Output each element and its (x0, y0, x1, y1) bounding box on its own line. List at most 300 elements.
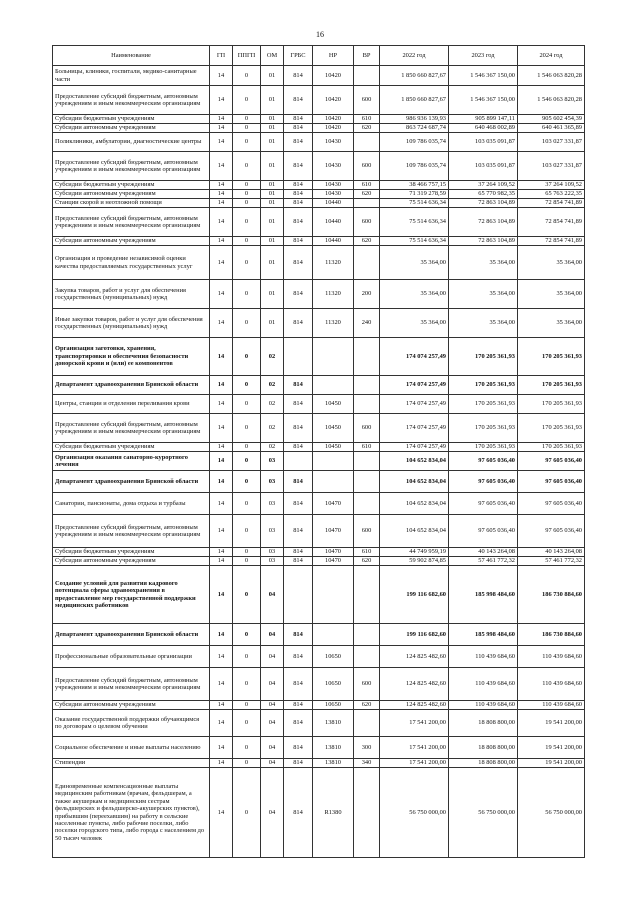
cell-grbs: 814 (284, 190, 313, 199)
cell-2023: 18 808 800,00 (449, 737, 518, 759)
cell-2023: 97 605 036,40 (449, 452, 518, 471)
cell-grbs: 814 (284, 557, 313, 566)
cell-nr: 11320 (313, 309, 354, 338)
cell-nr: 10470 (313, 493, 354, 515)
cell-om: 04 (261, 710, 284, 737)
cell-vr: 600 (354, 515, 380, 548)
cell-name: Иные закупки товаров, работ и услуг для обеспечения государственных (муниципальных) нужд (53, 309, 210, 338)
col-header-name: Наименование (53, 46, 210, 66)
cell-name: Закупка товаров, работ и услуг для обеспечения государственных (муниципальных) нужд (53, 280, 210, 309)
cell-grbs: 814 (284, 199, 313, 208)
cell-ppgp: 0 (233, 66, 261, 86)
cell-2024: 37 264 109,52 (518, 181, 585, 190)
cell-gp: 14 (210, 701, 233, 710)
cell-grbs: 814 (284, 443, 313, 452)
cell-2022: 174 074 257,49 (380, 443, 449, 452)
cell-vr (354, 768, 380, 858)
cell-nr (313, 452, 354, 471)
cell-grbs: 814 (284, 133, 313, 152)
cell-gp: 14 (210, 515, 233, 548)
cell-nr (313, 566, 354, 624)
cell-vr (354, 624, 380, 646)
cell-om: 01 (261, 66, 284, 86)
cell-grbs: 814 (284, 701, 313, 710)
table-row (53, 376, 585, 395)
table-row (53, 493, 585, 515)
cell-2023: 110 439 684,60 (449, 701, 518, 710)
cell-2023: 1 546 367 150,00 (449, 86, 518, 115)
cell-name: Субсидии бюджетным учреждениям (53, 181, 210, 190)
cell-ppgp: 0 (233, 493, 261, 515)
cell-2022: 1 850 660 827,67 (380, 66, 449, 86)
cell-gp: 14 (210, 548, 233, 557)
cell-name: Предоставление субсидий бюджетным, автономным учреждениям и иным некоммерческим организациям (53, 86, 210, 115)
cell-gp: 14 (210, 443, 233, 452)
cell-vr: 240 (354, 309, 380, 338)
cell-2024: 35 364,00 (518, 309, 585, 338)
cell-grbs: 814 (284, 115, 313, 124)
table-row (53, 701, 585, 710)
cell-grbs: 814 (284, 246, 313, 280)
cell-2022: 174 074 257,49 (380, 395, 449, 414)
cell-om: 01 (261, 86, 284, 115)
table-row (53, 414, 585, 443)
cell-om: 04 (261, 566, 284, 624)
cell-grbs: 814 (284, 376, 313, 395)
cell-2022: 863 724 687,74 (380, 124, 449, 133)
cell-ppgp: 0 (233, 557, 261, 566)
cell-om: 01 (261, 152, 284, 181)
cell-2023: 56 750 000,00 (449, 768, 518, 858)
cell-2022: 104 652 834,04 (380, 515, 449, 548)
cell-name: Больницы, клиники, госпитали, медико-санитарные части (53, 66, 210, 86)
cell-vr: 620 (354, 190, 380, 199)
cell-om: 01 (261, 199, 284, 208)
cell-vr: 610 (354, 181, 380, 190)
cell-gp: 14 (210, 237, 233, 246)
cell-ppgp: 0 (233, 190, 261, 199)
cell-2024: 19 541 200,00 (518, 759, 585, 768)
cell-gp: 14 (210, 133, 233, 152)
cell-vr: 600 (354, 414, 380, 443)
cell-vr: 620 (354, 701, 380, 710)
cell-gp: 14 (210, 759, 233, 768)
cell-vr (354, 66, 380, 86)
cell-2024: 186 730 884,60 (518, 624, 585, 646)
cell-nr (313, 471, 354, 493)
cell-om: 02 (261, 338, 284, 376)
cell-ppgp: 0 (233, 280, 261, 309)
col-header-gp: ГП (210, 46, 233, 66)
cell-name: Социальное обеспечение и иные выплаты населению (53, 737, 210, 759)
cell-name: Стипендии (53, 759, 210, 768)
cell-nr: 13810 (313, 737, 354, 759)
cell-nr: 10650 (313, 646, 354, 668)
cell-ppgp: 0 (233, 737, 261, 759)
table-row (53, 124, 585, 133)
table-body (53, 66, 585, 858)
col-header-om: ОМ (261, 46, 284, 66)
cell-nr (313, 338, 354, 376)
cell-ppgp: 0 (233, 376, 261, 395)
cell-2023: 103 035 091,87 (449, 152, 518, 181)
table-row (53, 309, 585, 338)
cell-nr: 10430 (313, 190, 354, 199)
cell-2023: 170 205 361,93 (449, 395, 518, 414)
cell-om: 04 (261, 768, 284, 858)
cell-nr: 10440 (313, 237, 354, 246)
cell-ppgp: 0 (233, 199, 261, 208)
cell-name: Организация и проведение независимой оценки качества предоставляемых государственных услуг (53, 246, 210, 280)
table-row (53, 395, 585, 414)
cell-grbs: 814 (284, 737, 313, 759)
table-row (53, 237, 585, 246)
table-row (53, 86, 585, 115)
cell-2023: 185 998 484,60 (449, 624, 518, 646)
cell-grbs: 814 (284, 515, 313, 548)
cell-2023: 97 605 036,40 (449, 471, 518, 493)
cell-ppgp: 0 (233, 548, 261, 557)
cell-ppgp: 0 (233, 395, 261, 414)
cell-gp: 14 (210, 768, 233, 858)
cell-grbs: 814 (284, 86, 313, 115)
cell-2023: 905 899 147,11 (449, 115, 518, 124)
cell-2023: 103 035 091,87 (449, 133, 518, 152)
cell-name: Субсидии автономным учреждениям (53, 124, 210, 133)
cell-om: 02 (261, 376, 284, 395)
cell-2022: 17 541 200,00 (380, 759, 449, 768)
cell-gp: 14 (210, 566, 233, 624)
cell-om: 04 (261, 624, 284, 646)
cell-name: Департамент здравоохранения Брянской области (53, 376, 210, 395)
cell-om: 04 (261, 737, 284, 759)
cell-name: Единовременные компенсационные выплаты медицинским работникам (врачам, фельдшерам, а также акушеркам и медицинским сестрам фельдшерских и фельдшерско-акушерских пунктов), прибывшим (переехавшим) на работу в сельские населенные пункты, либо рабочие поселки, либо поселки городского типа, либо города с населением до 50 тысяч человек (53, 768, 210, 858)
cell-vr (354, 566, 380, 624)
cell-name: Станции скорой и неотложной помощи (53, 199, 210, 208)
table-header-row (53, 46, 585, 66)
cell-vr: 620 (354, 237, 380, 246)
cell-grbs: 814 (284, 181, 313, 190)
cell-2022: 1 850 660 827,67 (380, 86, 449, 115)
cell-om: 01 (261, 280, 284, 309)
cell-vr (354, 452, 380, 471)
col-header-2022: 2022 год (380, 46, 449, 66)
cell-2024: 97 605 036,40 (518, 452, 585, 471)
cell-nr: 10420 (313, 66, 354, 86)
cell-vr (354, 471, 380, 493)
cell-ppgp: 0 (233, 515, 261, 548)
cell-2024: 35 364,00 (518, 246, 585, 280)
cell-grbs: 814 (284, 124, 313, 133)
cell-om: 03 (261, 548, 284, 557)
cell-2022: 75 514 636,34 (380, 208, 449, 237)
cell-grbs: 814 (284, 646, 313, 668)
cell-grbs: 814 (284, 624, 313, 646)
cell-2024: 57 461 772,32 (518, 557, 585, 566)
cell-2022: 38 466 757,15 (380, 181, 449, 190)
cell-grbs: 814 (284, 309, 313, 338)
cell-2022: 35 364,00 (380, 309, 449, 338)
cell-nr: 10470 (313, 548, 354, 557)
cell-ppgp: 0 (233, 701, 261, 710)
cell-2024: 170 205 361,93 (518, 443, 585, 452)
cell-2022: 124 825 482,60 (380, 701, 449, 710)
cell-grbs: 814 (284, 548, 313, 557)
cell-2022: 75 514 636,34 (380, 199, 449, 208)
cell-om: 01 (261, 237, 284, 246)
cell-2023: 57 461 772,32 (449, 557, 518, 566)
cell-nr: 10450 (313, 443, 354, 452)
cell-ppgp: 0 (233, 309, 261, 338)
cell-ppgp: 0 (233, 237, 261, 246)
col-header-grbs: ГРБС (284, 46, 313, 66)
cell-2024: 72 854 741,89 (518, 199, 585, 208)
cell-2024: 110 439 684,60 (518, 701, 585, 710)
cell-vr: 610 (354, 443, 380, 452)
cell-2024: 19 541 200,00 (518, 710, 585, 737)
cell-2022: 124 825 482,60 (380, 668, 449, 701)
cell-nr: 10470 (313, 515, 354, 548)
cell-2023: 65 770 982,35 (449, 190, 518, 199)
cell-grbs: 814 (284, 208, 313, 237)
cell-2022: 104 652 834,04 (380, 493, 449, 515)
cell-gp: 14 (210, 152, 233, 181)
cell-gp: 14 (210, 115, 233, 124)
cell-name: Предоставление субсидий бюджетным, автономным учреждениям и иным некоммерческим организациям (53, 668, 210, 701)
cell-2024: 65 763 222,35 (518, 190, 585, 199)
cell-2023: 170 205 361,93 (449, 376, 518, 395)
cell-2024: 97 605 036,40 (518, 471, 585, 493)
cell-name: Предоставление субсидий бюджетным, автономным учреждениям и иным некоммерческим организациям (53, 152, 210, 181)
cell-nr: 10470 (313, 557, 354, 566)
cell-ppgp: 0 (233, 338, 261, 376)
cell-2022: 56 750 000,00 (380, 768, 449, 858)
table-row (53, 338, 585, 376)
table-row (53, 668, 585, 701)
cell-om: 02 (261, 443, 284, 452)
cell-2022: 124 825 482,60 (380, 646, 449, 668)
cell-name: Профессиональные образовательные организации (53, 646, 210, 668)
table-row (53, 452, 585, 471)
cell-gp: 14 (210, 246, 233, 280)
cell-vr: 620 (354, 124, 380, 133)
cell-2022: 174 074 257,49 (380, 376, 449, 395)
col-header-2023: 2023 год (449, 46, 518, 66)
cell-vr: 600 (354, 668, 380, 701)
cell-ppgp: 0 (233, 124, 261, 133)
cell-om: 04 (261, 759, 284, 768)
cell-name: Предоставление субсидий бюджетным, автономным учреждениям и иным некоммерческим организациям (53, 208, 210, 237)
cell-gp: 14 (210, 557, 233, 566)
cell-gp: 14 (210, 376, 233, 395)
cell-grbs: 814 (284, 152, 313, 181)
cell-grbs: 814 (284, 471, 313, 493)
cell-om: 02 (261, 395, 284, 414)
cell-2023: 110 439 684,60 (449, 646, 518, 668)
cell-grbs: 814 (284, 710, 313, 737)
cell-2022: 17 541 200,00 (380, 737, 449, 759)
cell-2024: 110 439 684,60 (518, 646, 585, 668)
cell-2023: 35 364,00 (449, 280, 518, 309)
cell-2022: 174 074 257,49 (380, 414, 449, 443)
cell-gp: 14 (210, 199, 233, 208)
cell-2024: 40 143 264,08 (518, 548, 585, 557)
cell-ppgp: 0 (233, 86, 261, 115)
cell-vr (354, 246, 380, 280)
cell-2023: 72 863 104,89 (449, 237, 518, 246)
cell-2023: 40 143 264,08 (449, 548, 518, 557)
cell-vr: 610 (354, 115, 380, 124)
table-row (53, 515, 585, 548)
cell-gp: 14 (210, 338, 233, 376)
cell-name: Субсидии бюджетным учреждениям (53, 548, 210, 557)
table-row (53, 246, 585, 280)
table-row (53, 646, 585, 668)
cell-ppgp: 0 (233, 115, 261, 124)
cell-nr: 11320 (313, 280, 354, 309)
table-row (53, 759, 585, 768)
cell-nr (313, 376, 354, 395)
cell-grbs: 814 (284, 768, 313, 858)
cell-nr: 11320 (313, 246, 354, 280)
cell-ppgp: 0 (233, 414, 261, 443)
cell-gp: 14 (210, 309, 233, 338)
cell-ppgp: 0 (233, 181, 261, 190)
cell-name: Создание условий для развития кадрового потенциала сферы здравоохранения в предоставление мер государственной поддержки медицинских работников (53, 566, 210, 624)
cell-vr (354, 710, 380, 737)
table-row (53, 624, 585, 646)
table-row (53, 181, 585, 190)
cell-ppgp: 0 (233, 624, 261, 646)
cell-nr: 13810 (313, 759, 354, 768)
cell-2024: 640 461 365,89 (518, 124, 585, 133)
cell-grbs: 814 (284, 237, 313, 246)
cell-2022: 44 749 959,19 (380, 548, 449, 557)
cell-grbs: 814 (284, 759, 313, 768)
cell-vr (354, 199, 380, 208)
cell-vr: 620 (354, 557, 380, 566)
cell-2023: 18 808 800,00 (449, 710, 518, 737)
cell-2023: 170 205 361,93 (449, 338, 518, 376)
cell-2024: 1 546 063 820,28 (518, 86, 585, 115)
table-row (53, 710, 585, 737)
table-row (53, 115, 585, 124)
table-row (53, 199, 585, 208)
cell-2022: 104 652 834,04 (380, 471, 449, 493)
cell-2024: 35 364,00 (518, 280, 585, 309)
cell-gp: 14 (210, 710, 233, 737)
cell-nr: 13810 (313, 710, 354, 737)
cell-nr: 10420 (313, 86, 354, 115)
cell-2024: 110 439 684,60 (518, 668, 585, 701)
cell-nr: 10420 (313, 115, 354, 124)
cell-vr (354, 646, 380, 668)
cell-om: 01 (261, 124, 284, 133)
cell-grbs: 814 (284, 414, 313, 443)
cell-ppgp: 0 (233, 710, 261, 737)
cell-2023: 35 364,00 (449, 309, 518, 338)
cell-vr: 300 (354, 737, 380, 759)
cell-2023: 72 863 104,89 (449, 199, 518, 208)
cell-2024: 170 205 361,93 (518, 376, 585, 395)
cell-vr: 600 (354, 152, 380, 181)
cell-nr: 10440 (313, 199, 354, 208)
cell-gp: 14 (210, 414, 233, 443)
cell-2024: 170 205 361,93 (518, 414, 585, 443)
cell-ppgp: 0 (233, 152, 261, 181)
cell-name: Субсидии автономным учреждениям (53, 557, 210, 566)
page-number: 16 (316, 30, 324, 39)
cell-2024: 170 205 361,93 (518, 338, 585, 376)
cell-2022: 199 116 682,60 (380, 624, 449, 646)
cell-gp: 14 (210, 624, 233, 646)
cell-gp: 14 (210, 646, 233, 668)
table-row (53, 548, 585, 557)
cell-nr: 10450 (313, 414, 354, 443)
cell-2022: 109 786 035,74 (380, 133, 449, 152)
cell-vr: 340 (354, 759, 380, 768)
cell-name: Предоставление субсидий бюджетным, автономным учреждениям и иным некоммерческим организациям (53, 515, 210, 548)
cell-2024: 103 027 331,87 (518, 152, 585, 181)
cell-2023: 110 439 684,60 (449, 668, 518, 701)
cell-vr: 600 (354, 208, 380, 237)
cell-2023: 640 468 002,89 (449, 124, 518, 133)
cell-2023: 97 605 036,40 (449, 515, 518, 548)
cell-vr (354, 338, 380, 376)
cell-nr: 10430 (313, 152, 354, 181)
cell-name: Департамент здравоохранения Брянской области (53, 624, 210, 646)
cell-2023: 37 264 109,52 (449, 181, 518, 190)
cell-ppgp: 0 (233, 133, 261, 152)
cell-nr: R1380 (313, 768, 354, 858)
cell-2024: 905 602 454,39 (518, 115, 585, 124)
cell-ppgp: 0 (233, 452, 261, 471)
cell-nr: 10420 (313, 124, 354, 133)
cell-ppgp: 0 (233, 443, 261, 452)
cell-om: 04 (261, 646, 284, 668)
cell-2024: 72 854 741,89 (518, 237, 585, 246)
cell-2022: 59 902 874,85 (380, 557, 449, 566)
cell-gp: 14 (210, 66, 233, 86)
cell-grbs: 814 (284, 280, 313, 309)
cell-om: 01 (261, 181, 284, 190)
cell-2024: 103 027 331,87 (518, 133, 585, 152)
cell-grbs (284, 452, 313, 471)
cell-grbs (284, 338, 313, 376)
cell-nr: 10650 (313, 701, 354, 710)
cell-gp: 14 (210, 181, 233, 190)
cell-2022: 986 936 139,93 (380, 115, 449, 124)
cell-vr (354, 376, 380, 395)
cell-vr (354, 395, 380, 414)
table-row (53, 737, 585, 759)
cell-vr (354, 493, 380, 515)
cell-ppgp: 0 (233, 246, 261, 280)
cell-2023: 72 863 104,89 (449, 208, 518, 237)
table-row (53, 557, 585, 566)
cell-om: 01 (261, 246, 284, 280)
cell-name: Субсидии бюджетным учреждениям (53, 115, 210, 124)
cell-nr: 10650 (313, 668, 354, 701)
cell-2023: 170 205 361,93 (449, 443, 518, 452)
cell-name: Организация заготовки, хранения, транспортировки и обеспечения безопасности донорской крови и (или) ее компонентов (53, 338, 210, 376)
cell-gp: 14 (210, 493, 233, 515)
cell-gp: 14 (210, 124, 233, 133)
col-header-nr: НР (313, 46, 354, 66)
cell-2024: 72 854 741,89 (518, 208, 585, 237)
table-row (53, 471, 585, 493)
cell-gp: 14 (210, 471, 233, 493)
